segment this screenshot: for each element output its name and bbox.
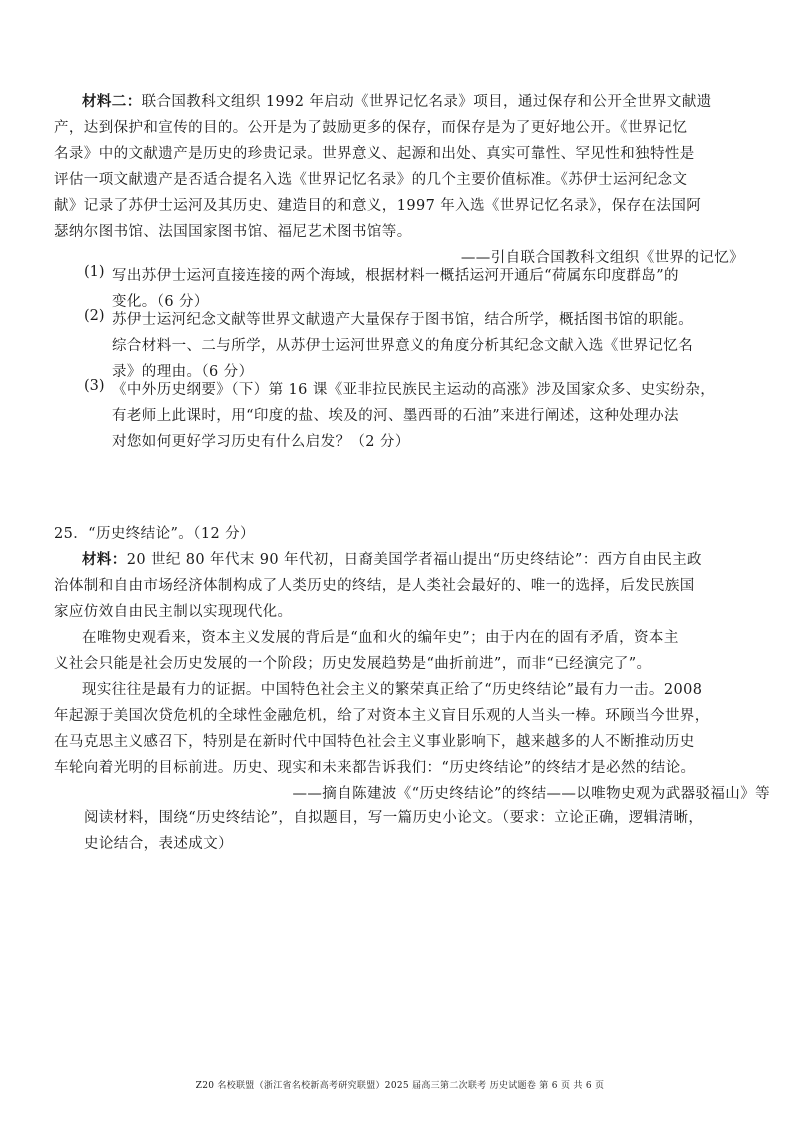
page-footer: Z20 名校联盟（浙江省名校新高考研究联盟）2025 届高三第二次联考 历史试题卷 第 6 页 共 6 页 (195, 1081, 605, 1091)
question-line: 有老师上此课时，用“印度的盐、埃及的河、墨西哥的石油”来进行阐述，这种处理办法 (112, 408, 679, 424)
material-two-line: 产，达到保护和宣传的目的。公开是为了鼓励更多的保存，而保存是为了更好地公开。《世界记忆 (54, 120, 688, 136)
question-line: 对您如何更好学习历史有什么启发？（2 分） (112, 434, 410, 450)
material-two-label: 材料二： (82, 93, 142, 110)
material-two-source: ——引自联合国教科文组织《世界的记忆》 (460, 250, 744, 266)
material-two-line: 瑟纳尔图书馆、法国国家图书馆、福尼艺术图书馆等。 (54, 224, 412, 240)
question-line: 录》的理由。（6 分） (112, 364, 254, 380)
q25-source: ——摘自陈建波《“历史终结论”的终结——以唯物史观为武器驳福山》等 (292, 786, 770, 802)
q25-material-line: 现实往往是最有力的证据。中国特色社会主义的繁荣真正给了“历史终结论”最有力一击。2008 (82, 682, 703, 698)
q25-material-line: 在马克思主义感召下，特别是在新时代中国特色社会主义事业影响下，越来越多的人不断推动历史 (54, 734, 695, 750)
q25-task-line: 史论结合，表述成文） (84, 836, 233, 852)
material-two-line: 评估一项文献遗产是否适合提名入选《世界记忆名录》的几个主要价值标准。《苏伊士运河纪念文 (54, 172, 688, 188)
q25-material-line: 年起源于美国次贷危机的全球性金融危机，给了对资本主义盲目乐观的人当头一棒。环顾当今世界， (54, 708, 710, 724)
q25-material-line: 材料：20 世纪 80 年代末 90 年代初，日裔美国学者福山提出“历史终结论”：西方自由民主政 (82, 551, 702, 568)
question-line: 变化。（6 分） (112, 294, 209, 310)
question-line: 苏伊士运河纪念文献等世界文献遗产大量保存于图书馆，结合所学，概括图书馆的职能。 (112, 312, 694, 328)
q25-material-line: 车轮向着光明的目标前进。历史、现实和未来都告诉我们：“历史终结论”的终结才是必然的结论。 (54, 760, 696, 776)
q25-material-label: 材料： (82, 551, 127, 568)
material-two-line: 献》记录了苏伊士运河及其历史、建造目的和意义，1997 年入选《世界记忆名录》，保存在法国阿 (54, 198, 702, 214)
question-number: (3) (84, 378, 105, 394)
q25-material-line: 在唯物史观看来，资本主义发展的背后是“血和火的编年史”；由于内在的固有矛盾，资本主 (82, 630, 679, 646)
q25-material-line: 治体制和自由市场经济体制构成了人类历史的终结，是人类社会最好的、唯一的选择，后发民族国 (54, 578, 695, 594)
q25-material-line: 家应仿效自由民主制以实现现代化。 (54, 604, 293, 620)
question-number: (1) (84, 264, 105, 280)
question-line: 《中外历史纲要》（下）第 16 课《亚非拉民族民主运动的高涨》涉及国家众多、史实纷杂， (112, 382, 716, 398)
material-two-line: 名录》中的文献遗产是历史的珍贵记录。世界意义、起源和出处、真实可靠性、罕见性和独特性是 (54, 146, 695, 162)
question-25-heading: 25．“历史终结论”。（12 分） (54, 526, 255, 542)
question-number: (2) (84, 308, 105, 324)
question-line: 写出苏伊士运河直接连接的两个海域，根据材料一概括运河开通后“荷属东印度群岛”的 (112, 268, 679, 284)
q25-material-line: 义社会只能是社会历史发展的一个阶段；历史发展趋势是“曲折前进”，而非“已经演完了”。 (54, 656, 652, 672)
material-two-line: 材料二：联合国教科文组织 1992 年启动《世界记忆名录》项目，通过保存和公开全世界文献遗 (82, 93, 712, 110)
q25-task-line: 阅读材料，围绕“历史终结论”，自拟题目，写一篇历史小论文。（要求：立论正确，逻辑清晰， (84, 810, 704, 826)
question-line: 综合材料一、二与所学，从苏伊士运河世界意义的角度分析其纪念文献入选《世界记忆名 (112, 338, 694, 354)
